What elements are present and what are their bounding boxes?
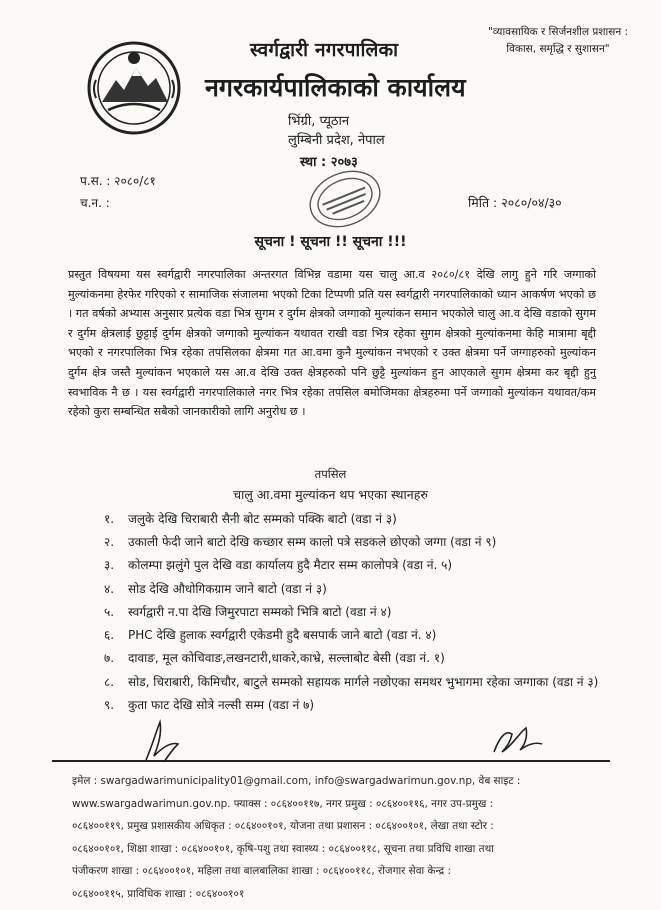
item-text: सोड, चिराबारी, किमिचौर, बाटुले सम्मको सहायक मार्गले नछोएका समथर भुभागमा रहेका जग्गाका (वडा नं ३) xyxy=(128,675,599,690)
footer-line: ०८६४००११९, प्रमुख प्रशासकीय अधिकृत : ०८६४००१०१, योजना तथा प्रशासन : ०८६४००१०१, लेखा तथा स्टोर : xyxy=(72,820,494,832)
list-item xyxy=(104,647,624,670)
footer-line: पंजीकरण शाखा : ०८६४००१०१, महिला तथा बालबालिका शाखा : ०८६४००११८, रोजगार सेवा केन्द्र : xyxy=(72,865,451,877)
list-item xyxy=(104,670,624,694)
signature-left xyxy=(138,716,188,766)
municipality-logo xyxy=(86,40,182,136)
item-number: १. xyxy=(104,512,115,526)
item-text: सोड देखि औधोगिकग्राम जाने बाटो (वडा नं ३) xyxy=(128,581,327,596)
item-text: स्वर्गद्वारी न.पा देखि जिमुरपाटा सम्मको भित्रि बाटो (वडा नं ४) xyxy=(128,604,392,619)
list-item xyxy=(104,554,624,577)
office-name: नगरकार्यपालिकाको कार्यालय xyxy=(205,73,466,102)
footer-line: ०८६४००१०१, शिक्षा शाखा : ०८६४००१०१, कृषि-पशु तथा स्वास्थ्य : ०८६४००११८, सूचना तथा प्रविधि शाखा तथा xyxy=(72,842,494,855)
address xyxy=(288,112,438,150)
list-item xyxy=(104,578,624,601)
item-text: दावाङ, मूल कोचिवाङ,लखनटारी,धाकरे,काभ्रे, सल्लाबोट बेसी (वडा नं. १) xyxy=(128,651,445,666)
item-text: उकाली फेदी जाने बाटो देखि कच्छार सम्म कालो पत्रे सडकले छोएको जग्गा (वडा नं ९) xyxy=(128,535,497,550)
reference-number: प.स. : २०८०/८१ xyxy=(80,174,156,188)
item-number: ८. xyxy=(104,675,115,690)
contact-footer xyxy=(72,770,620,905)
address-line-2: लुम्बिनी प्रदेश, नेपाल xyxy=(288,133,385,148)
footer-line: www.swargadwarimun.gov.np. फ्याक्स : ०८६४००११७, नगर प्रमुख : ०८६४००११६, नगर उप-प्रमुख : xyxy=(72,797,494,810)
established-year: स्था : २०७३ xyxy=(300,155,358,170)
official-stamp xyxy=(302,160,388,238)
item-number: ५. xyxy=(104,604,115,619)
item-text: PHC देखि हुलाक स्वर्गद्वारी एकेडमी हुदै बसपार्क जाने बाटो (वडा नं. ४) xyxy=(128,628,437,643)
slogan-line-2: विकास, समृद्धि र सुशासन" xyxy=(506,43,610,55)
schedule-title: चालु आ.वमा मुल्यांकन थप भएका स्थानहरु xyxy=(233,487,428,502)
footer-divider xyxy=(52,760,610,762)
signature-right xyxy=(490,722,546,758)
item-number: २. xyxy=(104,535,115,550)
slogan-line-1: "व्यावसायिक र सिर्जनशील प्रशासन : xyxy=(487,26,629,38)
schedule-label: तपसिल xyxy=(314,467,347,481)
location-list xyxy=(104,508,624,718)
list-item xyxy=(104,531,624,554)
item-text: कोलम्पा झलुंगे पुल देखि वडा कार्यालय हुदै मैटार सम्म कालोपत्रे (वडा नं. ५) xyxy=(128,558,453,573)
list-item xyxy=(104,508,624,531)
list-item xyxy=(104,624,624,647)
notice-body: प्रस्तुत विषयमा यस स्वर्गद्वारी नगरपालिका अन्तरगत विभिन्न वडामा यस चालु आ.व २०८०/८१ देखि लागु हुने गरि जग्गाको मुल्यांकनमा हेरफेर गरिएको र सामाजिक संजालमा भएको टिका टिप्पणी प्रति यस स्वर्गद्वारी नगरपालिकाको ध्यान आकर्षण भएको छ । गत वर्षको अभ्यास अनुसार प्रत्येक वडा भित्र सुगम र दुर्गम क्षेत्रको जग्गाको मुल्यांकन समान भएकोले चालु आ.व देखि वडाको सुगम र दुर्गम क्षेत्रलाई छुट्टाई दुर्गम क्षेत्रको जग्गाको मुल्यांकन यथावत राखी वडा भित्र रहेका सुगम क्षेत्रको मुल्यांकनमा केहि मात्रामा बृद्दी भएको र नगरपालिका भित्र रहेका तपसिलका क्षेत्रमा गत आ.वमा कुनै मुल्यांकन नभएको र उक्त क्षेत्रमा पर्ने जग्गाहरुको मुल्यांकन दुर्गम क्षेत्र जस्तै मुल्यांकन भएकाले यस आ.व देखि उक्त क्षेत्रहरुको पनि छुट्टै मुल्यांकन हुन आएकाले सुगम क्षेत्रमा कर बृद्दी हुनु स्वभाविक नै छ । यस स्वर्गद्वारी नगरपालिकाले नगर भित्र रहेका तपसिल बमोजिमका क्षेत्रहरुमा पर्ने जग्गाको मुल्यांकन यथावत/कम रहेको कुरा सम्बन्धित सबैको जानकारीको लागि अनुरोध छ । xyxy=(68,268,596,419)
item-number: ७. xyxy=(104,651,115,666)
footer-line: ०८६४००११५, प्राविधिक शाखा : ०८६४००१०१ xyxy=(72,887,245,900)
footer-line: इमेल : swargadwarimunicipality01@gmail.com, info@swargadwarimun.gov.np, वेब साइट : xyxy=(72,775,521,787)
item-number: ४. xyxy=(104,581,115,596)
item-text: कुता फाट देखि सोत्रे नल्सी सम्म (वडा नं ७) xyxy=(128,698,315,713)
item-text: जलुके देखि चिराबारी सैनी बोट सम्मको पक्कि बाटो (वडा नं ३) xyxy=(128,512,397,526)
address-line-1: भिंग्री, प्यूठान xyxy=(288,114,350,129)
notice-date: मिति : २०८०/०४/३० xyxy=(468,195,562,210)
item-number: ९. xyxy=(104,698,115,713)
notice-heading: सूचना ! सूचना !! सूचना !!! xyxy=(254,234,407,250)
list-item xyxy=(104,601,624,624)
dispatch-number: च.न. : xyxy=(80,196,110,210)
item-number: ३. xyxy=(104,558,115,573)
org-name: स्वर्गद्वारी नगरपालिका xyxy=(250,39,399,61)
list-item xyxy=(104,694,624,717)
item-number: ६. xyxy=(104,628,115,643)
